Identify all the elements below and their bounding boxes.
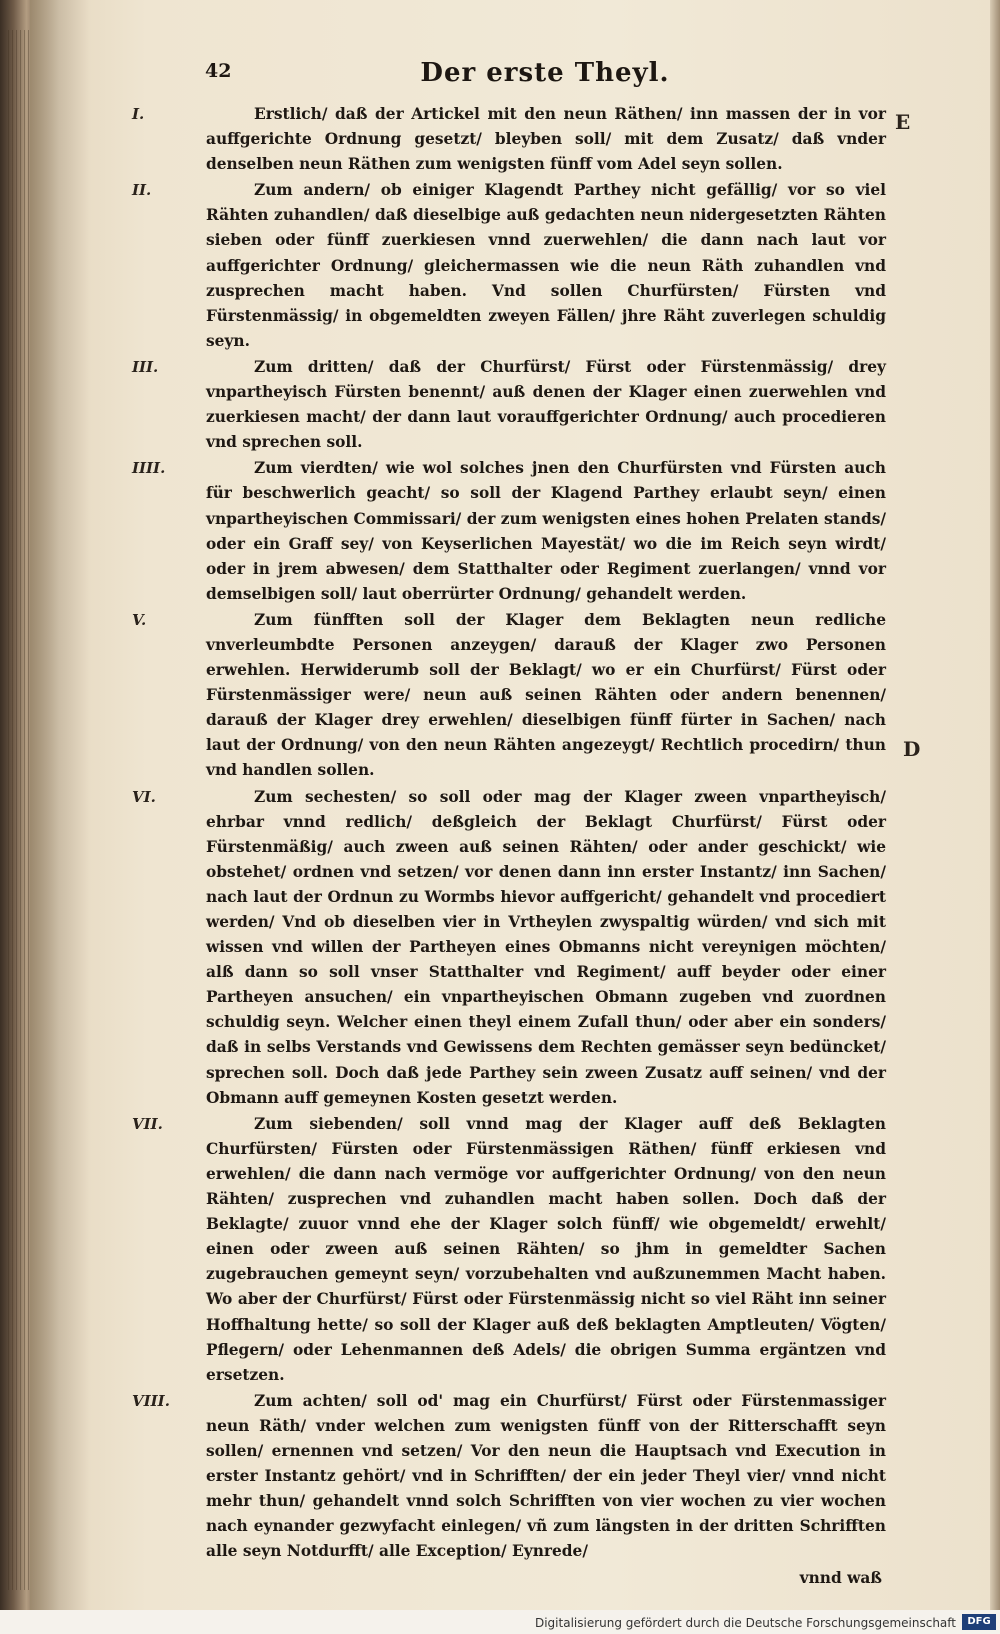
section-numeral: III. <box>132 357 159 376</box>
section-1 <box>132 102 886 177</box>
section-numeral: VIII. <box>132 1391 170 1410</box>
digitization-credit: Digitalisierung gefördert durch die Deutsche Forschungsgemeinschaft <box>534 1616 956 1630</box>
page-right-edge <box>990 0 1000 1634</box>
section-numeral: VII. <box>132 1114 163 1133</box>
section-text: Zum andern/ ob einiger Klagendt Parthey nicht gefällig/ vor so viel Rähten zuhandlen/ daß dieselbige auß gedachten neun nidergesetzten Rähten sieben oder fünff zuerkiesen vnnd zuerwehlen/ die dann nach laut vor auffgerichter Ordnung/ gleichermassen wie die neun Räth zuhandlen vnd zusprechen macht haben. Vnd sollen Churfürsten/ Fürsten vnd Fürstenmässig/ in obgemeldten zweyen Fällen/ jhre Räht zuverlegen schuldig seyn. <box>206 181 886 350</box>
section-text: Zum fünfften soll der Klager dem Beklagten neun redliche vnverleumbdte Personen anzeygen/ darauß der Klager zwo Personen erwehlen. Herwiderumb soll der Beklagt/ wo er ein Churfürst/ Fürst oder Fürstenmässiger were/ neun auß seinen Rähten oder andern benennen/ darauß der Klager drey erwehlen/ dieselbigen fünff fürter in Sachen/ nach laut der Ordnung/ von den neun Rähten angezeygt/ Rechtlich procedirn/ thun vnd handlen sollen. <box>206 610 886 780</box>
body-text <box>132 102 886 1592</box>
section-text: Zum vierdten/ wie wol solches jnen den Churfürsten vnd Fürsten auch für beschwerlich geacht/ so soll der Klagend Parthey erlaubt seyn/ einen vnpartheyischen Commissari/ der zum wenigsten eines hohen Prelaten stands/ oder ein Graff sey/ von Keyserlichen Mayestät/ wo die im Reich seyn wirdt/ oder in jrem abwesen/ dem Statthalter oder Regiment zuerlangen/ vnnd vor demselbigen soll/ laut oberrürter Ordnung/ gehandelt werden. <box>206 459 886 603</box>
page-stack-lines <box>8 30 30 1590</box>
section-2 <box>132 178 886 354</box>
margin-mark-middle: D <box>903 737 921 761</box>
section-text: Erstlich/ daß der Artickel mit den neun Räthen/ inn massen der in vor auffgerichte Ordnung gesetzt/ bleyben soll/ mit dem Zusatz/ daß vnder denselben neun Räthen zum wenigsten fünff vom Adel seyn sollen. <box>206 105 886 174</box>
running-head: Der erste Theyl. <box>420 58 670 88</box>
section-text: Zum siebenden/ soll vnnd mag der Klager auff deß Beklagten Churfürsten/ Fürsten oder Fürstenmässigen Räthen/ fünff erkiesen vnd erwehlen/ die dann nach vermöge vor auffgerichter Ordnung/ von den neun Rähten/ zusprechen vnd zuhandlen macht haben sollen. Doch daß der Beklagte/ zuuor vnnd ehe der Klager solch fünff/ wie obgemeldt/ erwehlt/ einen oder zween auß seinen Rähten/ so jhm in gemeldter Sachen zugebrauchen gemeynt seyn/ vorzubehalten vnd außzunemmen Macht haben. Wo aber der Churfürst/ Fürst oder Fürstenmässig nicht so viel Räht inn seiner Hoffhaltung hette/ so soll der Klager auß deß beklagten Amptleuten/ Vögten/ Pflegern/ oder Lehenmannen deß Adels/ die obrigen Summa ergäntzen vnd ersetzen. <box>206 1114 886 1384</box>
section-text: Zum dritten/ daß der Churfürst/ Fürst oder Fürstenmässig/ drey vnpartheyisch Fürsten benennt/ auß denen der Klager einen zuerwehlen vnd zuerkiesen macht/ der dann laut vorauffgerichter Ordnung/ auch procedieren vnd sprechen soll. <box>206 357 886 452</box>
catchword: vnnd waß <box>799 1569 882 1588</box>
dfg-logo: DFG <box>962 1614 996 1630</box>
section-text: Zum achten/ soll od' mag ein Churfürst/ Fürst oder Fürstenmassiger neun Räth/ vnder welchen zum wenigsten fünff von der Ritterschafft seyn sollen/ ernennen vnd setzen/ Vor den neun die Hauptsach vnd Execution in erster Instantz gehört/ vnd in Schrifften/ der ein jeder Theyl vier/ vnnd nicht mehr thun/ gehandelt vnnd solch Schrifften von vier wochen zu vier wochen nach eynander gezwyfacht einlegen/ vñ zum längsten in der dritten Schrifften alle seyn Notdurfft/ alle Exception/ Eynrede/ <box>206 1391 886 1561</box>
page-number: 42 <box>205 60 232 82</box>
margin-mark-top: E <box>895 110 911 134</box>
section-numeral: IIII. <box>132 459 166 478</box>
section-8 <box>132 1389 886 1565</box>
section-3 <box>132 355 886 455</box>
section-numeral: II. <box>132 181 152 200</box>
section-numeral: VI. <box>132 787 156 806</box>
section-numeral: V. <box>132 610 147 629</box>
section-text: Zum sechesten/ so soll oder mag der Klager zween vnpartheyisch/ ehrbar vnnd redlich/ deßgleich der Beklagt Churfürst/ Fürst oder Fürstenmäßig/ auch zween auß seinen Rähten/ oder ander geschickt/ wie obstehet/ ordnen vnd setzen/ vor denen dann inn erster Instantz/ inn Sachen/ nach laut der Ordnun zu Wormbs hievor auffgericht/ gehandelt vnd procediert werden/ Vnd ob dieselben vier in Vrtheylen zwyspaltig würden/ vnd sich mit wissen vnd willen der Partheyen eines Obmanns nicht vereynigen möchten/ alß dann so soll vnser Statthalter vnd Regiment/ auff beyder oder einer Partheyen ansuchen/ ein vnpartheyischen Obmann zugeben vnd zuordnen schuldig seyn. Welcher einen theyl einem Zufall thun/ oder aber ein sonders/ daß in selbs Verstands vnd Gewissens dem Rechten gemässer seyn bedüncket/ sprechen soll. Doch daß jede Parthey sein zween Zusatz auff seinen/ vnd der Obmann auff gemeynen Kosten gesetzt werden. <box>206 787 886 1107</box>
section-7 <box>132 1112 886 1388</box>
section-6 <box>132 785 886 1111</box>
section-5 <box>132 608 886 784</box>
section-numeral: I. <box>132 105 145 123</box>
section-4 <box>132 456 886 607</box>
